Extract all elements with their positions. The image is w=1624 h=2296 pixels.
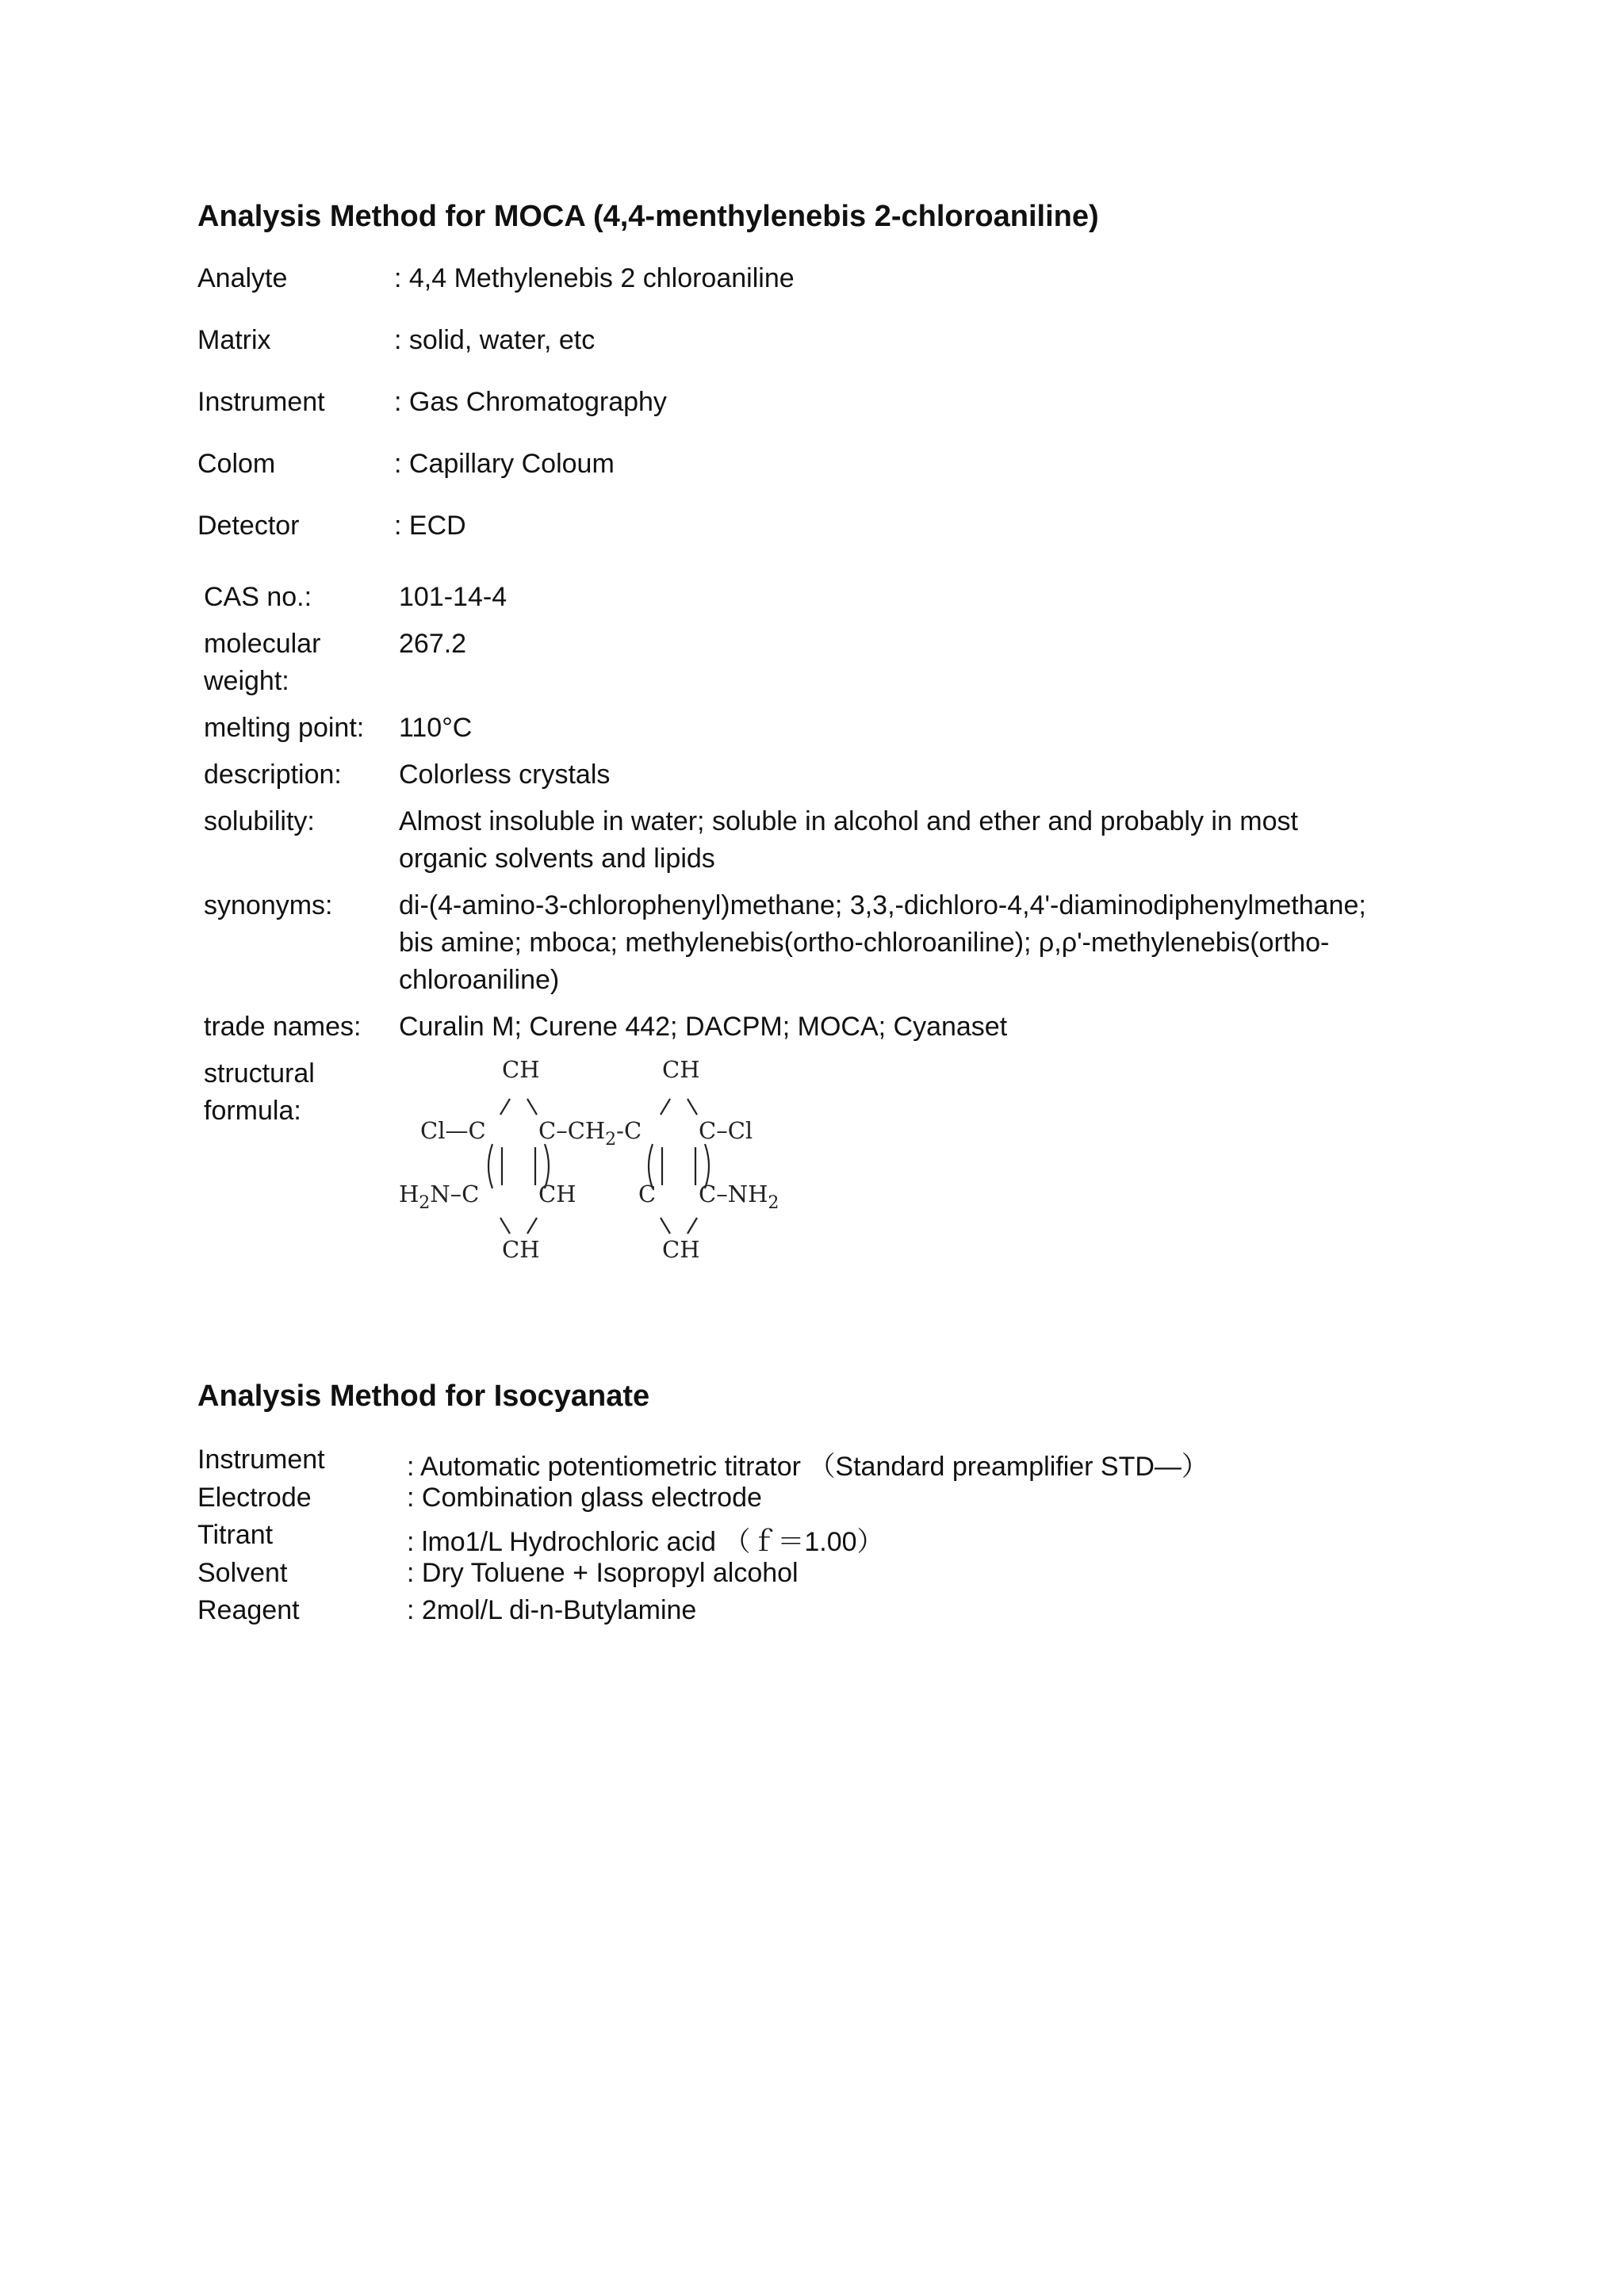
field-label: Matrix [197, 325, 271, 355]
formula-amine-left-sub: 2 [419, 1193, 431, 1213]
formula-bridge-sub: 2 [605, 1130, 617, 1150]
property-label: structural formula: [204, 1058, 315, 1126]
property-value: 110°C [399, 713, 473, 743]
formula-amine-left-a: H [399, 1181, 419, 1207]
formula-bridge-end: -C [616, 1117, 642, 1144]
formula-bond [527, 1099, 537, 1115]
property-value: 267.2 [399, 629, 467, 659]
formula-amine-left [399, 1181, 479, 1213]
formula-c-mid: C [638, 1181, 657, 1207]
property-value: Colorless crystals [399, 760, 611, 790]
property-row-structural-formula [204, 1055, 1393, 1289]
formula-bridge [538, 1117, 642, 1150]
structural-formula-cell [399, 1055, 1393, 1289]
field-label: Analyte [197, 263, 288, 293]
property-label: melting point: [204, 713, 365, 743]
property-row-molecular-weight [204, 626, 1393, 710]
formula-amine-right-sub: 2 [768, 1193, 779, 1213]
field-label: Reagent [197, 1595, 300, 1625]
property-row-trade-names [204, 1008, 1393, 1055]
property-row-synonyms [204, 887, 1393, 1008]
property-row-description [204, 756, 1393, 803]
property-label: solubility: [204, 806, 315, 836]
field-value: : solid, water, etc [394, 325, 596, 355]
field-label: Titrant [197, 1520, 274, 1550]
property-value: Almost insoluble in water; soluble in alcohol and ether and probably in most organic solvents and lipids [399, 806, 1298, 874]
field-label: Instrument [197, 387, 325, 417]
property-label: CAS no.: [204, 582, 312, 612]
formula-bond [500, 1099, 510, 1115]
formula-ring1-bottom: CH [502, 1236, 540, 1263]
formula-ring2-bottom: CH [662, 1236, 700, 1263]
structural-formula-diagram [399, 1055, 811, 1269]
isocyanate-section-title: Analysis Method for Isocyanate [197, 1380, 650, 1413]
property-row-cas [204, 579, 1393, 626]
formula-ch-mid: CH [538, 1181, 576, 1207]
formula-cl-right: C–Cl [699, 1117, 753, 1144]
property-row-melting-point [204, 710, 1393, 756]
field-label: Detector [197, 511, 300, 541]
field-value: : Combination glass electrode [407, 1483, 762, 1513]
formula-ring1-top: CH [502, 1056, 540, 1083]
formula-bond [688, 1099, 697, 1115]
moca-properties-table [204, 579, 1393, 1289]
field-value: : lmo1/L Hydrochloric acid （ｆ＝1.00） [407, 1527, 884, 1557]
formula-amine-right-a: C–NH [699, 1181, 768, 1207]
formula-bond [661, 1099, 670, 1115]
property-label: synonyms: [204, 890, 333, 920]
formula-bond [661, 1218, 670, 1234]
formula-ring2-top: CH [662, 1056, 700, 1083]
property-label: trade names: [204, 1012, 362, 1042]
field-value: : ECD [394, 511, 466, 541]
property-value: Curalin M; Curene 442; DACPM; MOCA; Cyanaset [399, 1012, 1008, 1042]
field-label: Instrument [197, 1445, 325, 1475]
formula-amine-right [699, 1181, 779, 1213]
field-value: : 2mol/L di-n-Butylamine [407, 1595, 697, 1625]
formula-ring-arc [488, 1144, 492, 1188]
field-value: : Capillary Coloum [394, 449, 615, 479]
property-label: molecular weight: [204, 629, 321, 696]
formula-bond [527, 1218, 537, 1234]
field-value: : Dry Toluene + Isopropyl alcohol [407, 1558, 799, 1588]
formula-amine-left-b: N–C [430, 1181, 480, 1207]
field-label: Solvent [197, 1558, 288, 1588]
formula-bridge-text: C–CH [538, 1117, 606, 1144]
field-label: Colom [197, 449, 276, 479]
formula-bond [688, 1218, 697, 1234]
property-value: 101-14-4 [399, 582, 508, 612]
field-label: Electrode [197, 1483, 312, 1513]
formula-bond [500, 1218, 510, 1234]
field-value: : 4,4 Methylenebis 2 chloroaniline [394, 263, 795, 293]
field-value: : Automatic potentiometric titrator （Standard preamplifier STD—） [407, 1452, 1208, 1482]
property-label: description: [204, 760, 342, 790]
property-row-solubility [204, 803, 1393, 887]
formula-cl-left: Cl—C [420, 1117, 486, 1144]
property-value: di-(4-amino-3-chlorophenyl)methane; 3,3,-dichloro-4,4'-diaminodiphenylmethane; bis amine; mboca; methylenebis(ortho-chloroaniline); ρ,ρ'-methylenebis(ortho-chloroaniline) [399, 890, 1366, 995]
field-value: : Gas Chromatography [394, 387, 667, 417]
moca-section-title: Analysis Method for MOCA (4,4-menthylenebis 2-chloroaniline) [197, 200, 1099, 233]
